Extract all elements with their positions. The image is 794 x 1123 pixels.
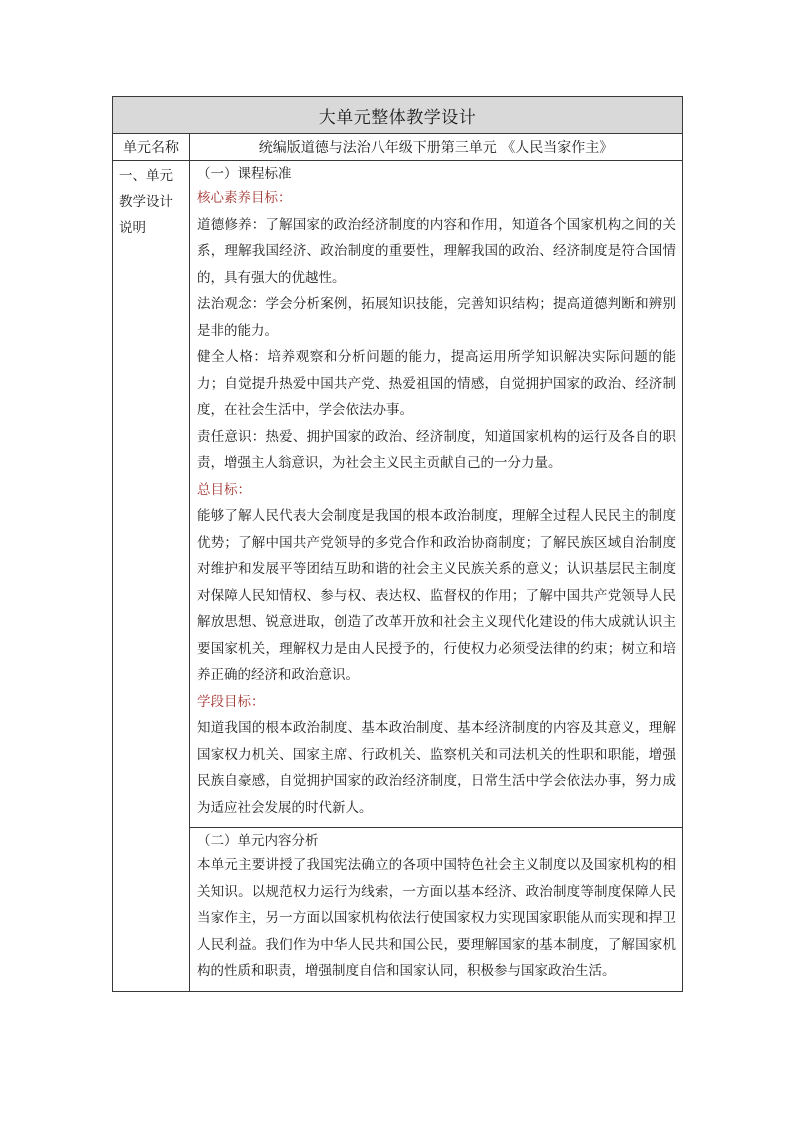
overall-goal-text: 能够了解人民代表大会制度是我国的根本政治制度，理解全过程人民民主的制度优势；了解中国共产党领导的多党合作和政治协商制度；了解民族区域自治制度对维护和发展平等团结互助和谐的社会主义民族关系的意义；认识基层民主制度对保障人民知情权、参与权、表达权、监督权的作用；了解中国共产党领导人民解放思想、锐意进取，创造了改革开放和社会主义现代化建设的伟大成就认识主要国家机关，理解权力是由人民授予的，行使权力必须受法律的约束；树立和培养正确的经济和政治意识。: [197, 508, 676, 683]
unit-name-value: 统编版道德与法治八年级下册第三单元 《人民当家作主》: [190, 134, 683, 161]
analysis-text: 本单元主要讲授了我国宪法确立的各项中国特色社会主义制度以及国家机构的相关知识。以规范权力运行为线索，一方面以基本经济、政治制度等制度保障人民当家作主，另一方面以国家机构依法行使国家权力实现国家职能从而实现和捍卫人民利益。我们作为中华人民共和国公民，要理解国家的基本制度，了解国家机构的性质和职责，增强制度自信和国家认同，积极参与国家政治生活。: [197, 857, 676, 979]
unit-name-row: [113, 134, 683, 161]
section-label-line: 一、单元: [119, 168, 173, 184]
table-title: 大单元整体教学设计: [113, 97, 683, 134]
stage-goal-text: 知道我国的根本政治制度、基本政治制度、基本经济制度的内容及其意义，理解国家权力机关、国家主席、行政机关、监察机关和司法机关的性职和职能，增强民族自豪感，自觉拥护国家的政治经济制度，日常生活中学会依法办事，努力成为适应社会发展的时代新人。: [197, 720, 676, 816]
title-row: [113, 97, 683, 134]
rule-of-law-text: 法治观念：学会分析案例，拓展知识技能，完善知识结构；提高道德判断和辨别是非的能力。: [197, 296, 676, 339]
sound-personality-text: 健全人格：培养观察和分析问题的能力，提高运用所学知识解决实际问题的能力；自觉提升热爱中国共产党、热爱祖国的情感，自觉拥护国家的政治、经济制度，在社会生活中，学会依法办事。: [197, 349, 676, 418]
curriculum-standards-cell: [190, 161, 683, 828]
analysis-row: [113, 828, 683, 992]
unit-name-label: 单元名称: [113, 134, 190, 161]
overall-goal-heading: 总目标：: [197, 481, 251, 498]
section-label-line: 教学设计: [119, 194, 173, 210]
core-literacy-heading: 核心素养目标：: [197, 190, 292, 206]
moral-cultivation-text: 道德修养：了解国家的政治经济制度的内容和作用，知道各个国家机构之间的关系，理解我国经济、政治制度的重要性，理解我国的政治、经济制度是符合国情的，具有强大的优越性。: [197, 216, 676, 286]
section-label: [113, 161, 190, 992]
unit-analysis-cell: [190, 828, 683, 992]
responsibility-text: 责任意识：热爱、拥护国家的政治、经济制度，知道国家机构的运行及各自的职责，增强主人翁意识，为社会主义民主贡献自己的一分力量。: [197, 428, 676, 471]
teaching-design-table: [112, 96, 683, 992]
stage-goal-heading: 学段目标：: [197, 693, 265, 710]
curriculum-row: [113, 161, 683, 828]
section-label-line: 说明: [119, 220, 146, 236]
curriculum-heading: （一）课程标准: [197, 166, 292, 182]
analysis-heading: （二）单元内容分析: [197, 833, 319, 849]
